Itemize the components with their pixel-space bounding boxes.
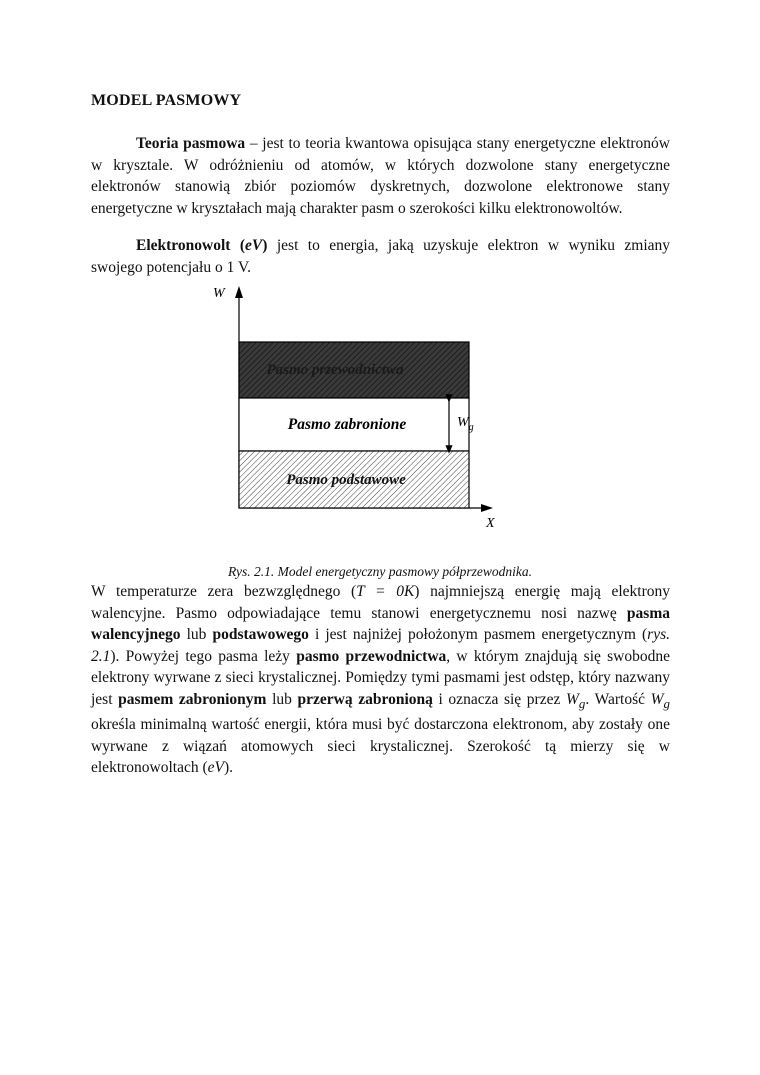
- forbidden-band-label: Pasmo zabronione: [287, 416, 407, 433]
- symbol-sub: g: [578, 695, 586, 711]
- text-segment: W temperaturze zera bezwzględnego (: [91, 583, 357, 600]
- term-electronvolt: [136, 237, 267, 254]
- term-band-theory: Teoria pasmowa: [136, 135, 246, 152]
- conduction-band-label: Pasmo przewodnictwa: [266, 362, 404, 378]
- temperature-value: T = 0K: [356, 583, 415, 600]
- figure-reference: rys. 2.1: [91, 626, 670, 665]
- text-segment: ). Powyżej tego pasma leży: [110, 647, 297, 665]
- term-forbidden-band: pasmem zabronionym: [118, 690, 267, 708]
- band-gap-label-main: W: [457, 415, 469, 430]
- term-forbidden-gap: przerwą zabronioną: [297, 690, 433, 708]
- symbol-main: W: [565, 690, 579, 708]
- term-conduction-band: pasmo przewodnictwa: [296, 647, 447, 665]
- symbol-sub: g: [663, 695, 670, 711]
- text-segment: lub: [180, 626, 213, 643]
- band-diagram: [205, 280, 505, 542]
- paragraph-electronvolt: [91, 235, 670, 278]
- paren-open: (: [230, 237, 246, 254]
- paragraph-band-description: [91, 581, 670, 779]
- term-text: Elektronowolt: [136, 237, 231, 254]
- unit-ev: eV: [245, 237, 263, 254]
- x-axis-label: X: [486, 516, 495, 531]
- text-segment: ) najmniejszą energię mają elektrony walencyjne. Pasmo odpowiadające temu stanowi energetycznemu nosi nazwę: [91, 583, 670, 622]
- valence-band-label: Pasmo podstawowe: [286, 472, 406, 488]
- symbol-main: W: [650, 690, 664, 708]
- paragraph-band-theory: [91, 133, 670, 219]
- text-segment: ).: [224, 759, 234, 777]
- text-segment: lub: [266, 690, 298, 708]
- term-valence-band: pasma walencyjnego: [91, 604, 670, 643]
- text-segment: i jest najniżej położonym pasmem energetycznym (: [308, 626, 648, 643]
- paragraph-text: jest to energia, jaką uzyskuje elektron w wyniku zmiany swojego potencjału o 1 V.: [91, 237, 671, 276]
- symbol-wg: [565, 690, 586, 711]
- text-segment: . Wartość: [585, 690, 651, 708]
- paragraph-text: – jest to teoria kwantowa opisująca stany energetyczne elektronów w krysztale. W odróżnieniu od atomów, w których dozwolone stany energetyczne elektronów stanowią zbiór poziomów dyskretnych, dozwolone elektronowe stany energetyczne w kryształach mają charakter pasm o szerokości kilku elektronowoltów.: [91, 135, 670, 217]
- band-gap-label-sub: g: [468, 422, 474, 433]
- term-ground-band: podstawowego: [212, 626, 309, 643]
- symbol-wg: [650, 690, 670, 711]
- unit-ev: eV: [207, 759, 224, 777]
- page-title: MODEL PASMOWY: [91, 92, 242, 109]
- text-segment: , w którym znajdują się swobodne elektrony wyrwane z sieci krystalicznej. Pomiędzy tymi pasmami jest odstęp, który nazwany jest: [91, 647, 670, 708]
- x-axis-arrow-icon: [481, 504, 493, 512]
- y-axis-label: W: [213, 286, 225, 301]
- paren-close: ): [262, 237, 268, 254]
- y-axis-arrow-icon: [235, 286, 243, 298]
- text-segment: określa minimalną wartość energii, która musi być dostarczona elektronom, aby zostały one wyrwane z wiązań atomowych sieci krystalicznej. Szerokość tą mierzy się w elektronowoltach (: [91, 716, 670, 777]
- figure-caption: Rys. 2.1. Model energetyczny pasmowy półprzewodnika.: [227, 564, 533, 579]
- text-segment: i oznacza się przez: [432, 690, 566, 708]
